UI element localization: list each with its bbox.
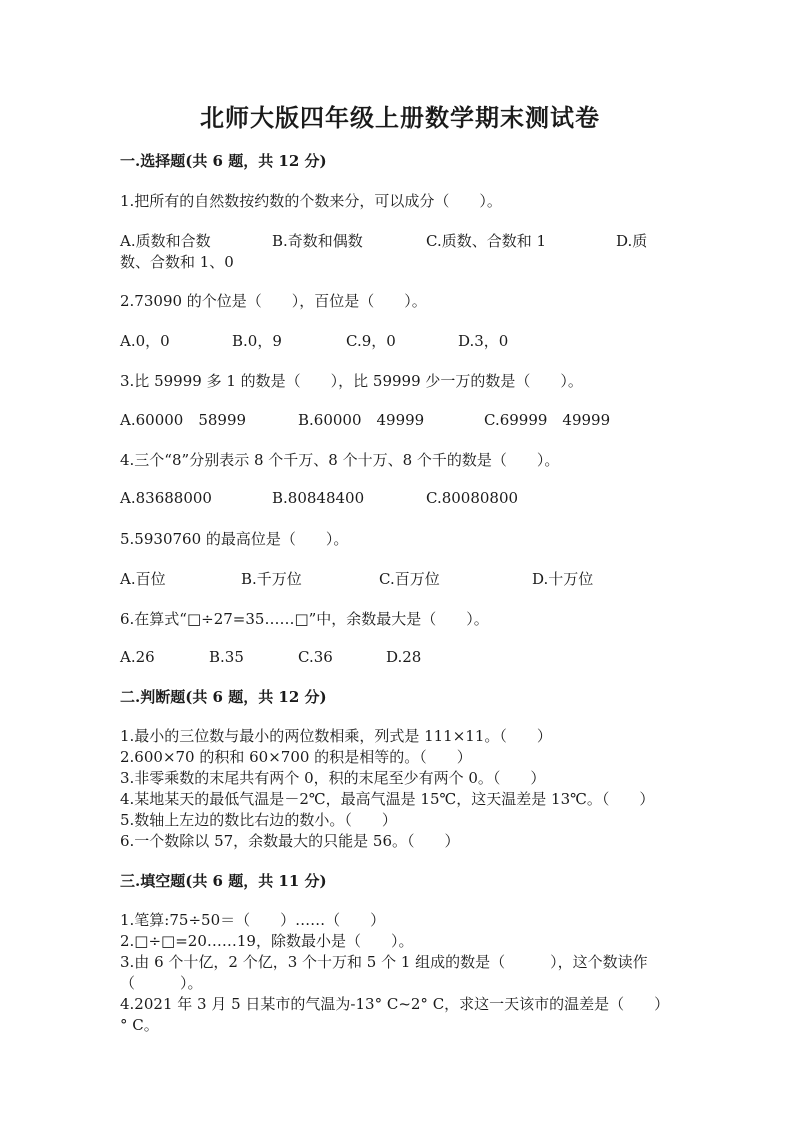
- fill-item: 3.由 6 个十亿，2 个亿，3 个十万和 5 个 1 组成的数是（ ），这个数读作: [120, 953, 648, 971]
- question-text: 5.5930760 的最高位是（ ）。: [120, 530, 349, 548]
- question-text: 6.在算式“□÷27=35……□”中，余数最大是（ ）。: [120, 610, 489, 628]
- section-heading-fill: 三.填空题(共 6 题，共 11 分): [120, 872, 327, 890]
- judgment-item: 1.最小的三位数与最小的两位数相乘，列式是 111×11。（ ）: [120, 727, 552, 745]
- question-text: 2.73090 的个位是（ ），百位是（ ）。: [120, 292, 427, 310]
- option: C.质数、合数和 1: [426, 232, 547, 250]
- judgment-item: 5.数轴上左边的数比右边的数小。（ ）: [120, 811, 397, 829]
- option: A.质数和合数: [120, 232, 211, 250]
- fill-item: 2.□÷□=20……19，除数最小是（ ）。: [120, 932, 414, 950]
- option: B.35: [209, 648, 244, 666]
- option: B.0，9: [232, 332, 282, 350]
- option: C.36: [298, 648, 333, 666]
- option: A.83688000: [120, 489, 212, 507]
- section-heading-judgment: 二.判断题(共 6 题，共 12 分): [120, 688, 327, 706]
- option: B.80848400: [272, 489, 365, 507]
- option: C.80080800: [426, 489, 519, 507]
- option: A.26: [120, 648, 155, 666]
- option: C.9，0: [346, 332, 396, 350]
- question-text: 3.比 59999 多 1 的数是（ ），比 59999 少一万的数是（ ）。: [120, 372, 583, 390]
- option: A.百位: [120, 570, 166, 588]
- section-heading-choice: 一.选择题(共 6 题，共 12 分): [120, 152, 327, 170]
- judgment-item: 2.600×70 的积和 60×700 的积是相等的。（ ）: [120, 748, 472, 766]
- option: D.质: [616, 232, 648, 250]
- option: D.28: [386, 648, 422, 666]
- judgment-item: 4.某地某天的最低气温是－2℃，最高气温是 15℃，这天温差是 13℃。（ ）: [120, 790, 655, 808]
- option: A.0，0: [120, 332, 170, 350]
- judgment-item: 3.非零乘数的末尾共有两个 0，积的末尾至少有两个 0。（ ）: [120, 769, 546, 787]
- option: B.60000 49999: [298, 411, 425, 429]
- option: C.百万位: [379, 570, 440, 588]
- option: B.千万位: [241, 570, 302, 588]
- option: C.69999 49999: [484, 411, 611, 429]
- option: D.十万位: [532, 570, 594, 588]
- fill-item: 4.2021 年 3 月 5 日某市的气温为-13° C~2° C，求这一天该市的温差是（ ）: [120, 995, 670, 1013]
- question-text: 1.把所有的自然数按约数的个数来分，可以成分（ ）。: [120, 192, 502, 210]
- option: B.奇数和偶数: [272, 232, 363, 250]
- option-continuation: 数、合数和 1、0: [120, 253, 234, 271]
- fill-item-continuation: ° C。: [120, 1016, 159, 1034]
- fill-item: 1.笔算:75÷50＝（ ）……（ ）: [120, 911, 386, 929]
- page-title: 北师大版四年级上册数学期末测试卷: [200, 103, 600, 132]
- option: A.60000 58999: [120, 411, 247, 429]
- question-text: 4.三个“8”分别表示 8 个千万、8 个十万、8 个千的数是（ ）。: [120, 451, 560, 469]
- judgment-item: 6.一个数除以 57，余数最大的只能是 56。（ ）: [120, 832, 460, 850]
- fill-item-continuation: （ ）。: [120, 974, 203, 992]
- option: D.3，0: [458, 332, 509, 350]
